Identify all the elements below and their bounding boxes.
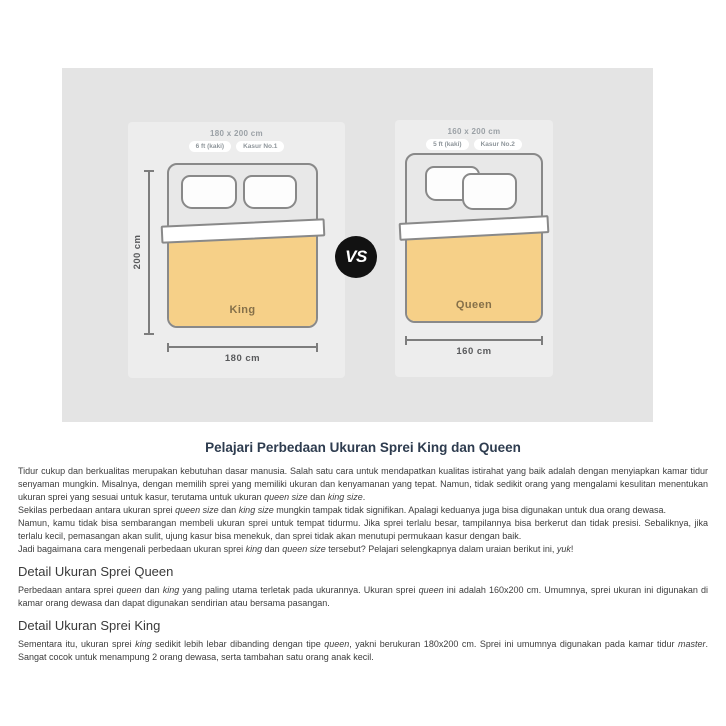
section-paragraph-king: Sementara itu, ukuran sprei king sedikit lebih lebar dibanding dengan tipe queen, yakni berukuran 180x200 cm. Sprei ini umumnya digunakan pada kamar tidur master. Sangat cocok untuk menampung 2 orang dewasa, serta tambahan satu orang anak kecil. [18,639,708,662]
vs-badge [335,236,377,278]
queen-dimensions-label: 160 x 200 cm [447,127,501,136]
king-width-label: 180 cm [224,353,261,364]
page-title: Pelajari Perbedaan Ukuran Sprei King dan Queen [205,440,521,455]
queen-feet-badge: 5 ft (kaki) [426,139,469,150]
king-width-measure-line [167,346,318,348]
king-feet-badge: 6 ft (kaki) [189,141,232,152]
vs-label: VS [345,247,367,266]
section-heading-queen: Detail Ukuran Sprei Queen [18,564,174,579]
queen-bed-label: Queen [455,299,493,311]
king-bed-label: King [229,304,256,316]
queen-badge-row [395,139,553,150]
king-bed-card [128,122,345,378]
queen-mattress-number-badge: Kasur No.2 [474,139,522,150]
article-body [18,465,708,664]
bed-size-comparison-illustration [62,68,653,422]
pillow-icon [181,175,237,209]
intro-paragraph: Sekilas perbedaan antara ukuran sprei queen size dan king size mungkin tampak tidak signifikan. Apalagi keduanya juga bisa digunakan untuk dua orang dewasa. [18,505,666,515]
pillow-icon [243,175,297,209]
queen-bed-card [395,120,553,377]
king-dimensions-label: 180 x 200 cm [210,129,263,138]
section-heading-king: Detail Ukuran Sprei King [18,618,161,633]
pillow-icon [462,173,517,210]
intro-paragraph: Jadi bagaimana cara mengenali perbedaan ukuran sprei king dan queen size tersebut? Pelajari selengkapnya dalam uraian berikut ini, yuk! [18,544,574,554]
king-height-label: 200 cm [132,234,143,270]
queen-width-measure-line [405,339,543,341]
section-paragraph-queen: Perbedaan antara sprei queen dan king yang paling utama terletak pada ukurannya. Ukuran sprei queen ini adalah 160x200 cm. Umumnya, sprei ukuran ini digunakan di kamar orang dewasa dan dapat digunakan sendirian atau bersama pasangan. [18,585,708,608]
king-height-measure-line [148,170,150,335]
king-mattress-number-badge: Kasur No.1 [236,141,284,152]
intro-paragraph: Tidur cukup dan berkualitas merupakan kebutuhan dasar manusia. Salah satu cara untuk mendapatkan kualitas istirahat yang baik adalah dengan menyiapkan kamar tidur senyaman mungkin. Misalnya, dengan memilih sprei yang memiliki ukuran dan kenyamanan yang tepat. Namun, tidak sedikit orang yang mengalami kesulitan menentukan ukuran sprei yang sesuai untuk kasur, terutama untuk ukuran queen size dan king size. [18,466,708,502]
king-bed-illustration [167,163,318,328]
king-badge-row [128,141,345,152]
queen-width-label: 160 cm [456,346,492,357]
intro-paragraph: Namun, kamu tidak bisa sembarangan membeli ukuran sprei untuk tempat tidurmu. Jika sprei terlalu besar, tampilannya bisa berkerut dan tidak presisi. Sebaliknya, jika terlalu kecil, pemasangan akan sulit, ujung kasur bisa menekuk, dan sprei tidak akan menutupi permukaan kasur dengan baik. [18,518,708,541]
